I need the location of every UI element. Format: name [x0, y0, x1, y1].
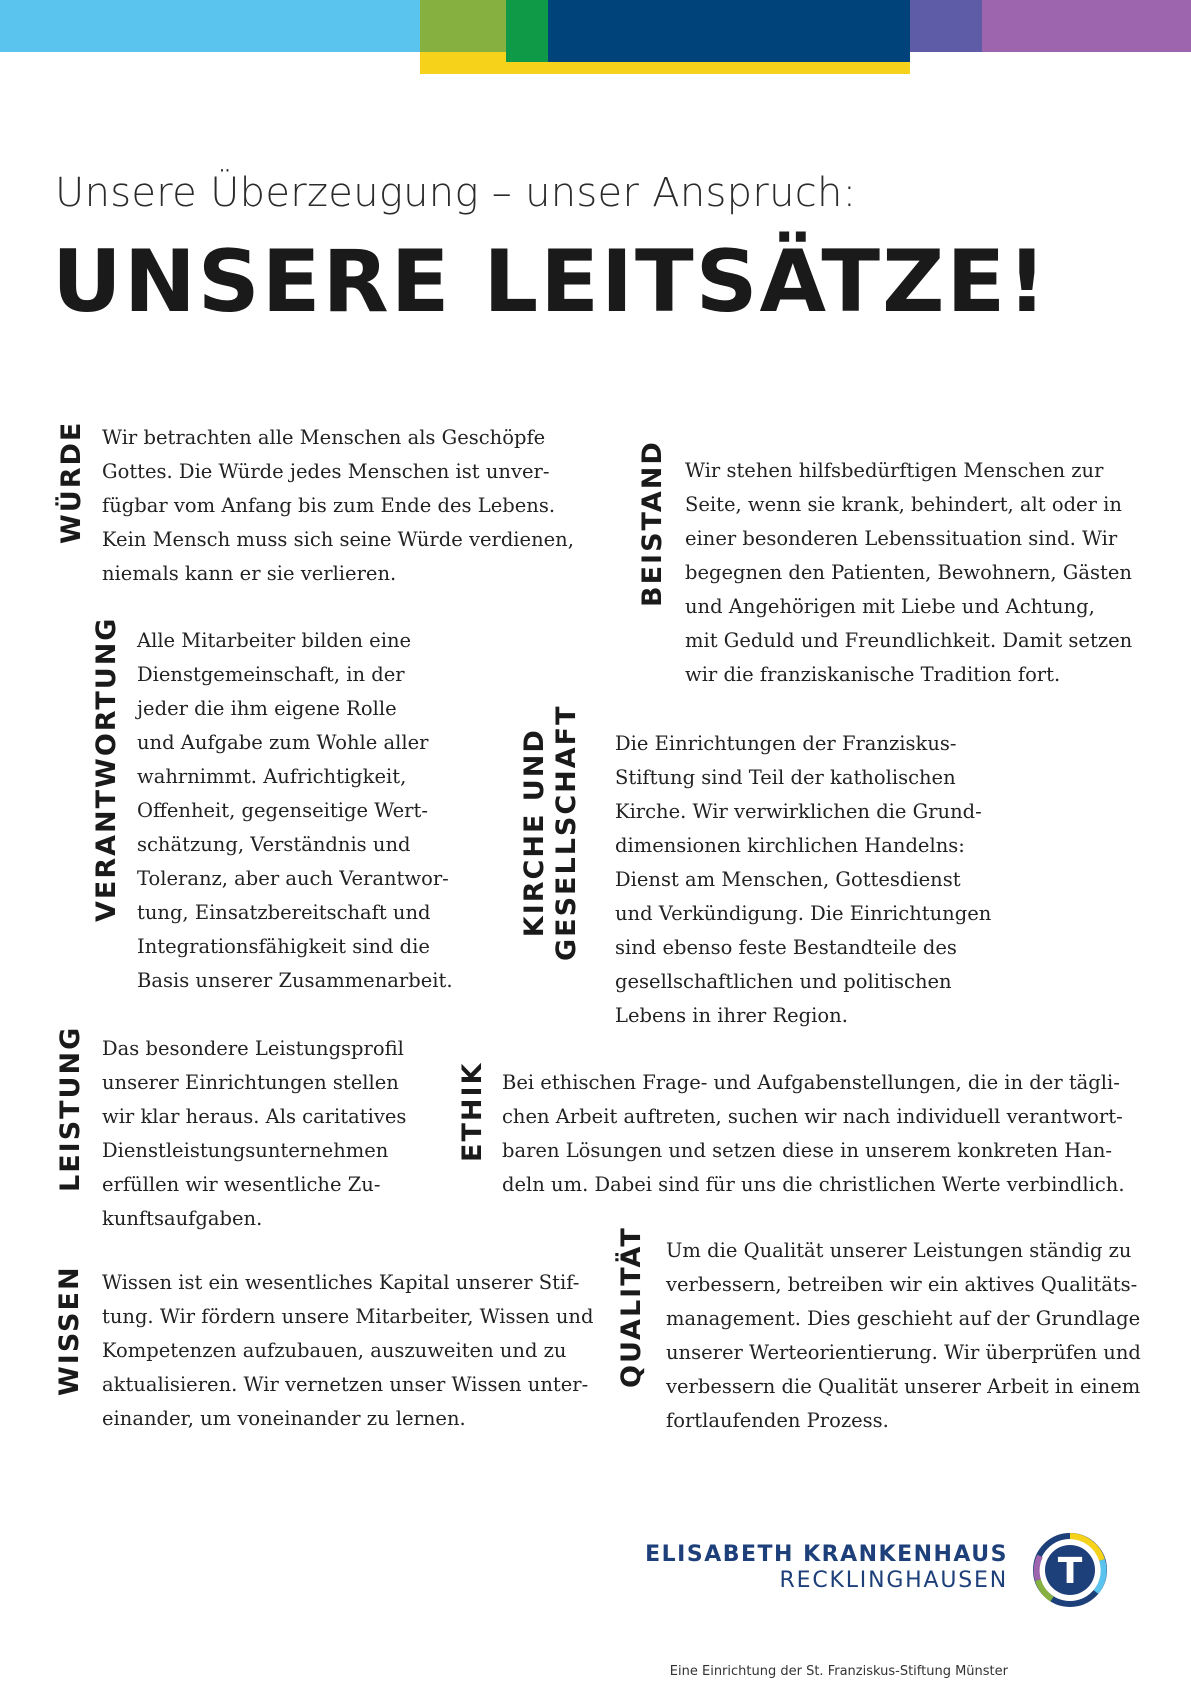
section-label-wuerde: WÜRDE: [56, 420, 87, 544]
section-label-verantwortung: VERANTWORTUNG: [91, 616, 122, 922]
text-line: mit Geduld und Freundlichkeit. Damit setzen: [685, 629, 1133, 652]
text-line: Die Einrichtungen der Franziskus-: [615, 732, 957, 755]
text-line: wahrnimmt. Aufrichtigkeit,: [137, 765, 407, 788]
text-line: Basis unserer Zusammenarbeit.: [137, 969, 453, 992]
text-line: schätzung, Verständnis und: [137, 833, 411, 856]
label-line: GESELLSCHAFT: [551, 704, 582, 961]
text-line: Das besondere Leistungsprofil: [102, 1037, 404, 1060]
text-line: erfüllen wir wesentliche Zu-: [102, 1173, 381, 1196]
section-label-qualitaet: QUALITÄT: [616, 1226, 647, 1388]
logo-mark-glyph: T: [1057, 1551, 1083, 1592]
text-line: Wir betrachten alle Menschen als Geschöpfe: [102, 426, 546, 449]
text-line: kunftsaufgaben.: [102, 1207, 263, 1230]
section-text-kirche: [615, 727, 991, 1033]
text-line: deln um. Dabei sind für uns die christlichen Werte verbindlich.: [502, 1173, 1125, 1196]
text-line: Toleranz, aber auch Verantwor-: [137, 867, 449, 890]
footer-note: Eine Einrichtung der St. Franziskus-Stiftung Münster: [669, 1664, 1008, 1679]
text-line: Um die Qualität unserer Leistungen ständig zu: [666, 1239, 1132, 1262]
text-line: Integrationsfähigkeit sind die: [137, 935, 430, 958]
text-line: gesellschaftlichen und politischen: [615, 970, 952, 993]
text-line: Bei ethischen Frage- und Aufgabenstellungen, die in der tägli-: [502, 1071, 1120, 1094]
label-line: KIRCHE UND: [519, 728, 550, 938]
text-line: niemals kann er sie verlieren.: [102, 562, 397, 585]
header-band-dark-green: [506, 0, 548, 62]
text-line: jeder die ihm eigene Rolle: [137, 697, 397, 720]
text-line: tung, Einsatzbereitschaft und: [137, 901, 431, 924]
hospital-name: [645, 1542, 1008, 1594]
text-line: Alle Mitarbeiter bilden eine: [137, 629, 412, 652]
text-line: dimensionen kirchlichen Handelns:: [615, 834, 965, 857]
hospital-name-line1: ELISABETH KRANKENHAUS: [645, 1542, 1008, 1567]
text-line: Kein Mensch muss sich seine Würde verdienen,: [102, 528, 574, 551]
text-line: und Angehörigen mit Liebe und Achtung,: [685, 595, 1095, 618]
section-text-ethik: [502, 1066, 1125, 1202]
page-subtitle: Unsere Überzeugung – unser Anspruch:: [55, 170, 857, 216]
text-line: Stiftung sind Teil der katholischen: [615, 766, 956, 789]
section-text-verantwortung: [137, 624, 453, 998]
text-line: und Aufgabe zum Wohle aller: [137, 731, 429, 754]
text-line: Gottes. Die Würde jedes Menschen ist unver-: [102, 460, 550, 483]
text-line: management. Dies geschieht auf der Grundlage: [666, 1307, 1141, 1330]
header-band-green: [420, 0, 506, 52]
header-band-violet: [910, 0, 982, 52]
text-line: aktualisieren. Wir vernetzen unser Wissen unter-: [102, 1373, 589, 1396]
section-label-leistung: LEISTUNG: [55, 1025, 86, 1192]
text-line: sind ebenso feste Bestandteile des: [615, 936, 957, 959]
text-line: Dienst am Menschen, Gottesdienst: [615, 868, 961, 891]
section-text-wuerde: [102, 421, 574, 591]
text-line: Dienstleistungsunternehmen: [102, 1139, 389, 1162]
section-label-kirche: [519, 704, 583, 961]
section-label-beistand: BEISTAND: [637, 440, 668, 607]
text-line: Offenheit, gegenseitige Wert-: [137, 799, 428, 822]
section-text-leistung: [102, 1032, 406, 1236]
text-line: einander, um voneinander zu lernen.: [102, 1407, 466, 1430]
text-line: Lebens in ihrer Region.: [615, 1004, 848, 1027]
text-line: begegnen den Patienten, Bewohnern, Gästen: [685, 561, 1132, 584]
text-line: fügbar vom Anfang bis zum Ende des Lebens.: [102, 494, 556, 517]
text-line: unserer Werteorientierung. Wir überprüfen und: [666, 1341, 1141, 1364]
text-line: Kompetenzen aufzubauen, auszuweiten und zu: [102, 1339, 567, 1362]
header-band-purple: [982, 0, 1191, 52]
tau-cross-logo-icon: [1030, 1530, 1110, 1610]
section-label-wissen: WISSEN: [54, 1265, 85, 1396]
section-text-qualitaet: [666, 1234, 1141, 1438]
text-line: Wissen ist ein wesentliches Kapital unserer Stif-: [102, 1271, 580, 1294]
text-line: baren Lösungen und setzen diese in unserem konkreten Han-: [502, 1139, 1112, 1162]
text-line: verbessern, betreiben wir ein aktives Qualitäts-: [666, 1273, 1138, 1296]
text-line: Dienstgemeinschaft, in der: [137, 663, 405, 686]
section-text-wissen: [102, 1266, 593, 1436]
page-title: UNSERE LEITSÄTZE!: [52, 232, 1049, 332]
header-band-light-blue: [0, 0, 420, 52]
text-line: einer besonderen Lebenssituation sind. Wir: [685, 527, 1118, 550]
text-line: und Verkündigung. Die Einrichtungen: [615, 902, 992, 925]
text-line: tung. Wir fördern unsere Mitarbeiter, Wissen und: [102, 1305, 594, 1328]
text-line: fortlaufenden Prozess.: [666, 1409, 889, 1432]
text-line: chen Arbeit auftreten, suchen wir nach individuell verantwort-: [502, 1105, 1123, 1128]
text-line: unserer Einrichtungen stellen: [102, 1071, 399, 1094]
text-line: verbessern die Qualität unserer Arbeit in einem: [666, 1375, 1141, 1398]
text-line: wir klar heraus. Als caritatives: [102, 1105, 407, 1128]
section-label-ethik: ETHIK: [457, 1061, 488, 1162]
section-text-beistand: [685, 454, 1132, 692]
hospital-name-line2: RECKLINGHAUSEN: [779, 1568, 1008, 1593]
text-line: wir die franziskanische Tradition fort.: [685, 663, 1061, 686]
header-band-navy: [548, 0, 910, 62]
text-line: Wir stehen hilfsbedürftigen Menschen zur: [685, 459, 1104, 482]
text-line: Seite, wenn sie krank, behindert, alt oder in: [685, 493, 1122, 516]
text-line: Kirche. Wir verwirklichen die Grund-: [615, 800, 982, 823]
